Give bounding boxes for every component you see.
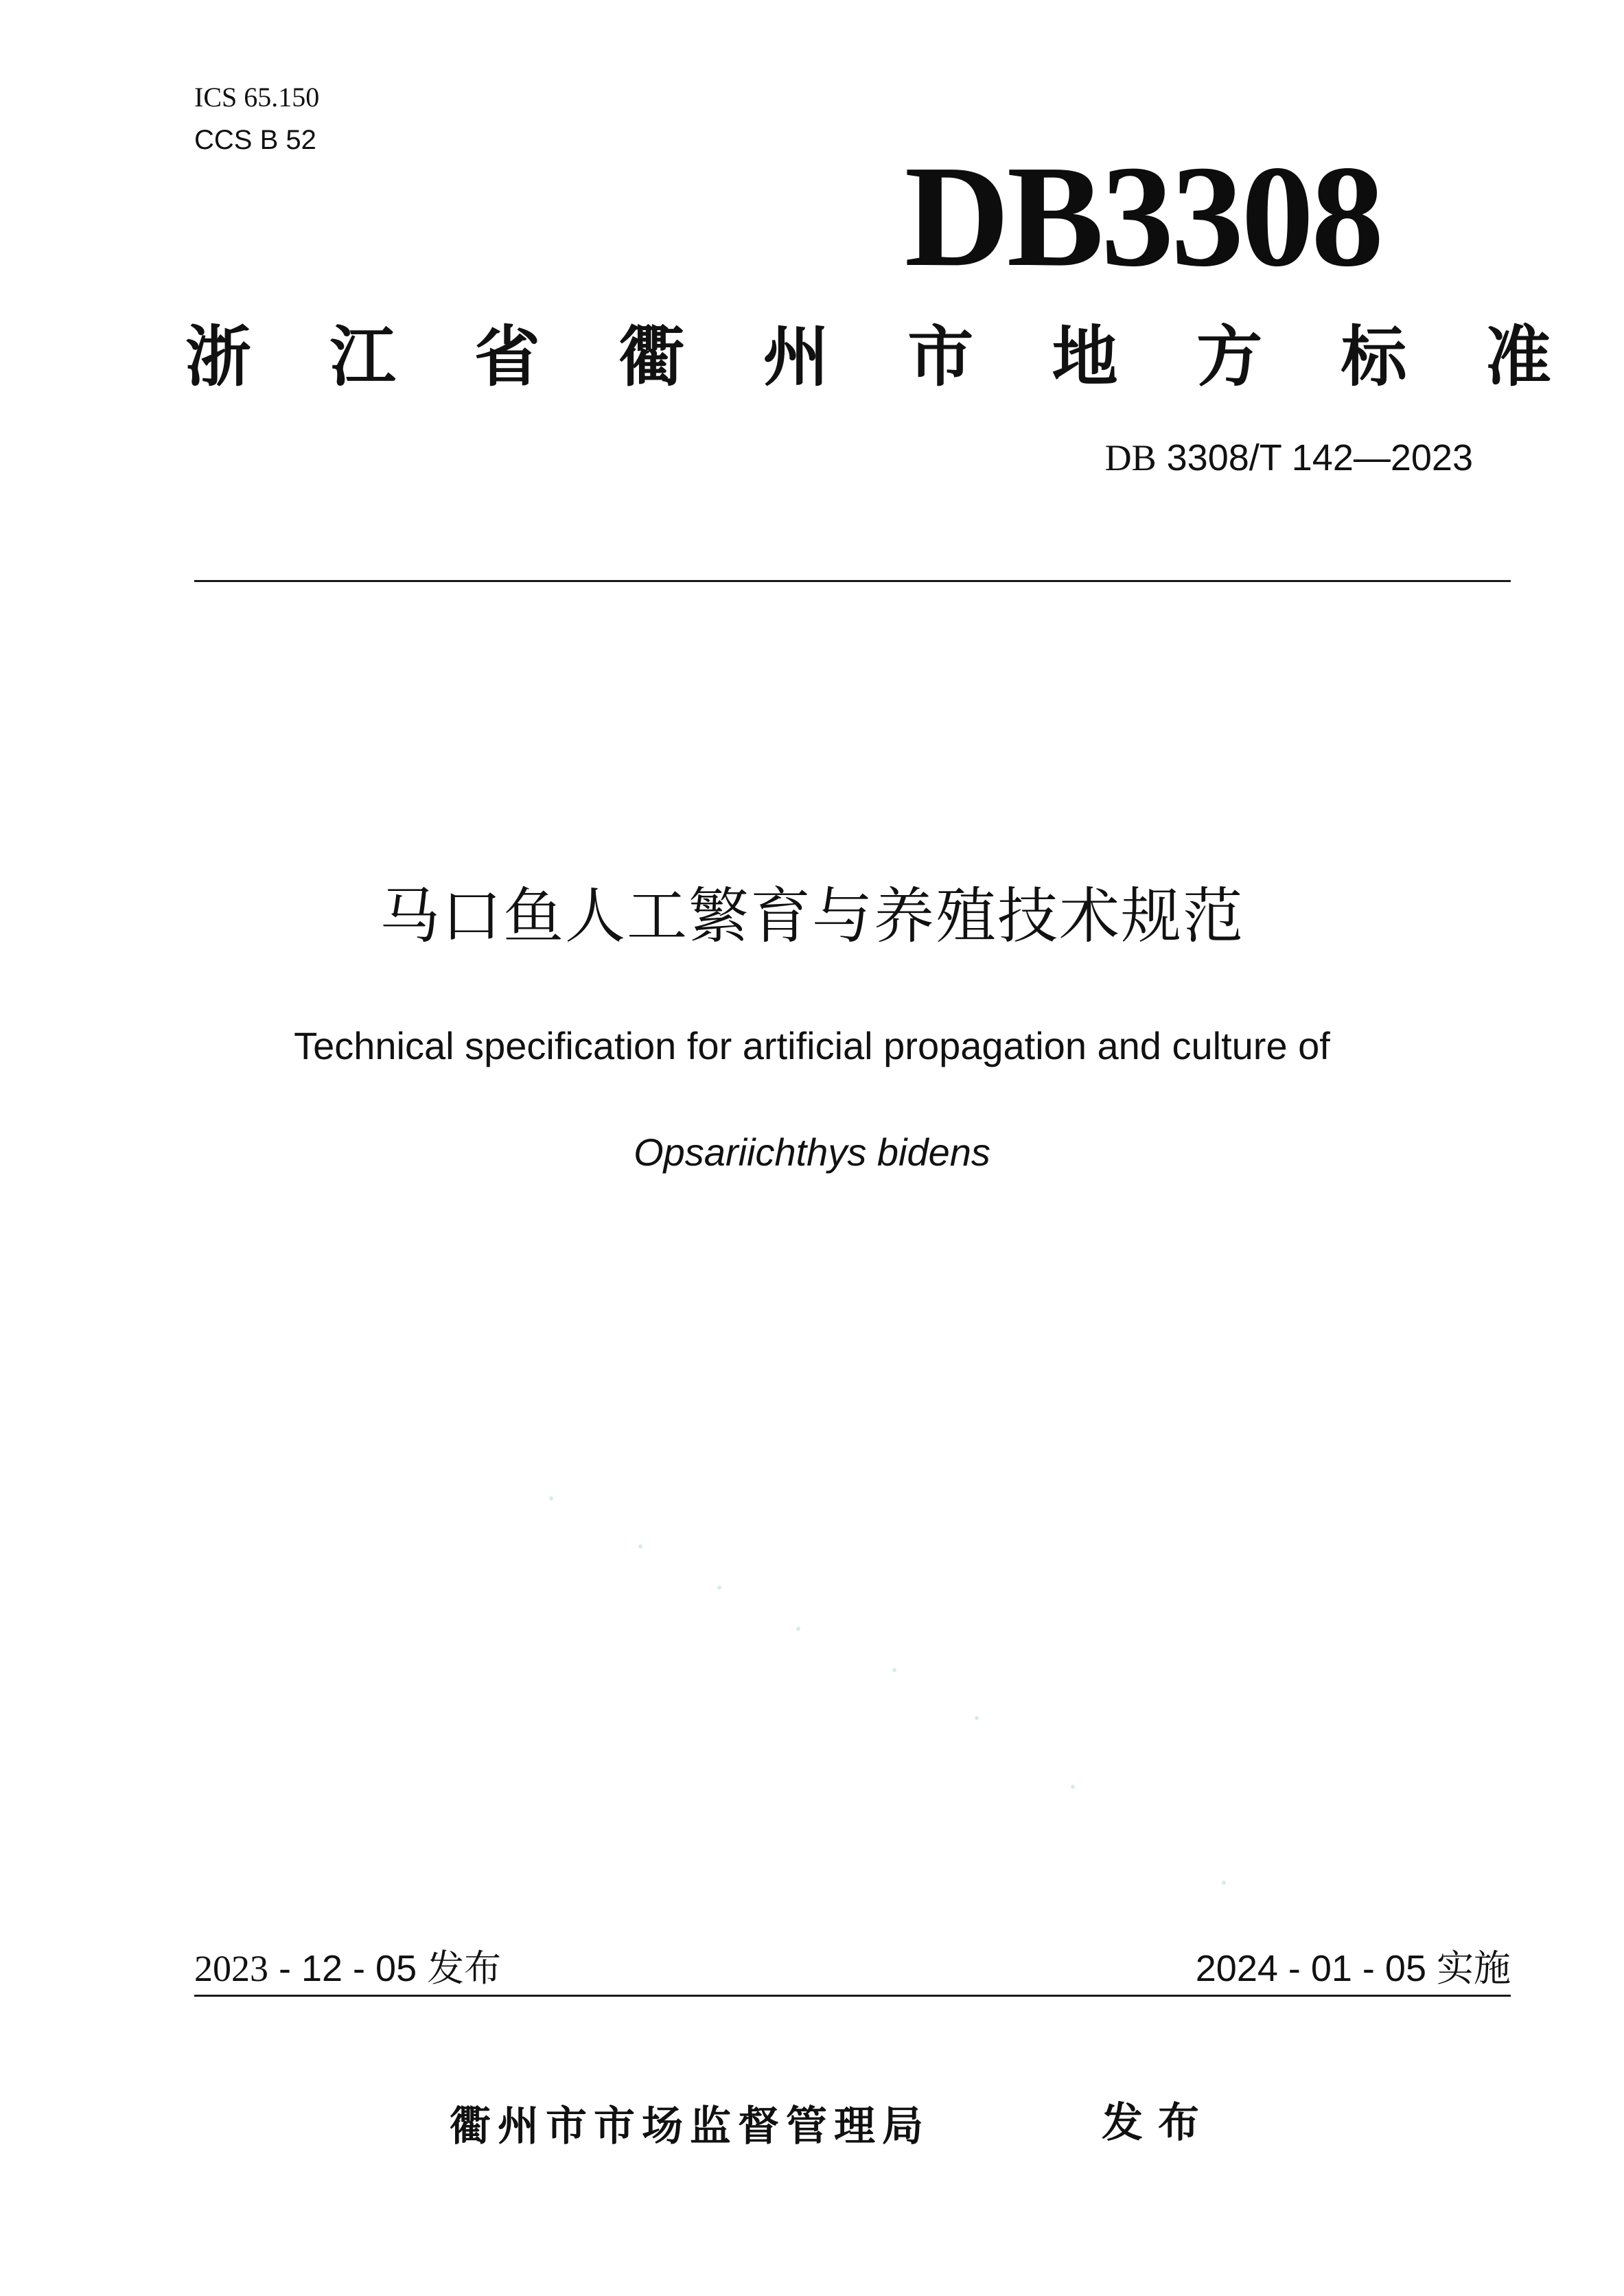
standard-type-char: 浙 (185, 318, 251, 395)
ics-code: ICS 65.150 (194, 82, 320, 113)
header-divider (194, 580, 1511, 582)
standard-number (1105, 436, 1473, 480)
standard-type-char: 准 (1485, 318, 1551, 395)
ccs-code: CCS B 52 (194, 125, 316, 155)
standard-type-heading (185, 316, 1551, 398)
standard-type-char: 方 (1196, 318, 1263, 395)
document-title-english: Technical specification for artificial propagation and culture of (294, 1024, 1330, 1067)
standard-type-char: 地 (1052, 318, 1118, 395)
document-title-species: Opsariichthys bidens (634, 1130, 990, 1174)
standard-number-prefix: DB (1104, 437, 1157, 478)
issue-date-rest: - 12 - 05 发布 (268, 1948, 502, 1989)
standard-type-char: 江 (329, 318, 396, 395)
standard-type-char: 衢 (618, 318, 685, 395)
document-title-chinese: 马口鱼人工繁育与养殖技术规范 (379, 881, 1244, 951)
implementation-date: 2024 - 01 - 05 实施 (1195, 1948, 1511, 1989)
standard-type-char: 州 (763, 318, 829, 395)
standard-type-char: 市 (907, 318, 974, 395)
publish-label: 发布 (1102, 2099, 1214, 2147)
standard-number-code: 3308/T 142—2023 (1156, 437, 1473, 478)
standard-type-char: 标 (1341, 318, 1407, 395)
issue-year: 2023 (194, 1948, 268, 1989)
standard-type-char: 省 (474, 318, 540, 395)
publisher-name: 衢州市市场监督管理局 (450, 2102, 930, 2150)
issue-date (194, 1946, 501, 1991)
standard-code-logo: DB3308 (904, 135, 1382, 297)
footer-divider (194, 1995, 1511, 1997)
